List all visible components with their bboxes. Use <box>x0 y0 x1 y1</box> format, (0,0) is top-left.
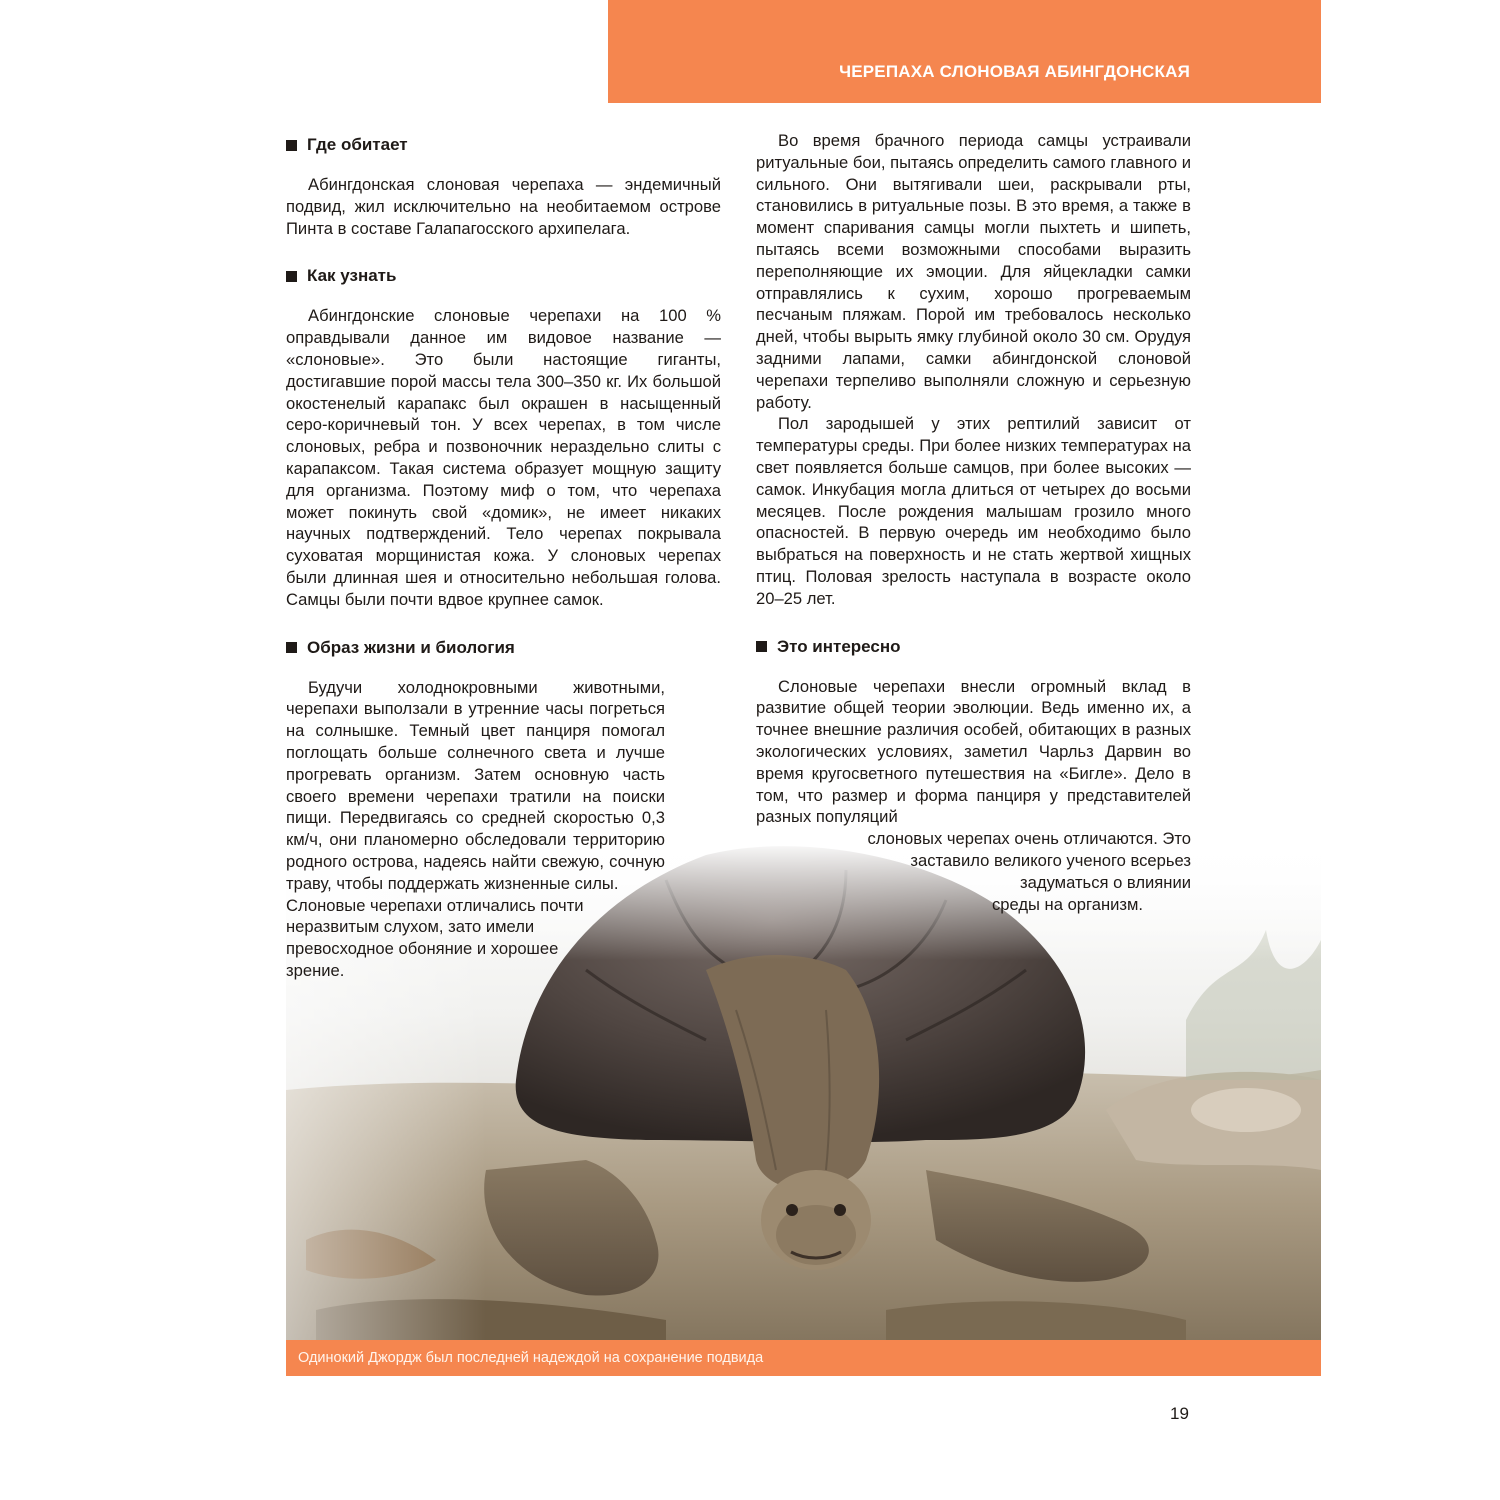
photo-caption: Одинокий Джордж был последней надеждой на сохранение подвида <box>298 1350 764 1366</box>
interesting-text-wrap: слоновых черепах очень отличаются. Это <box>867 829 1191 849</box>
header-band <box>608 0 1321 103</box>
square-bullet-icon <box>756 641 767 652</box>
embryo-text: Пол зародышей у этих рептилий зависит от температуры среды. При более низких температурах на свет появляется больше самцов, при более высоких — самок. Инкубация могла длиться от четырех до восьми месяцев. После рождения малышам грозило много опасностей. В первую очередь им необходимо было выбраться на поверхность и не стать жертвой хищных птиц. Половая зрелость наступала в возрасте около 20–25 лет. <box>756 414 1191 608</box>
page-title: ЧЕРЕПАХА СЛОНОВАЯ АБИНГДОНСКАЯ <box>839 62 1190 81</box>
habitat-text: Абингдонская слоновая черепаха — эндемичный подвид, жил исключительно на необитаемом острове Пинта в составе Галапагосского архипелага. <box>286 175 721 238</box>
section-heading-identify: Как узнать <box>286 265 721 287</box>
lifestyle-text-wrap: Слоновые черепахи отличались почти неразвитым слухом, зато имели <box>286 895 584 937</box>
square-bullet-icon <box>286 271 297 282</box>
interesting-text: Слоновые черепахи внесли огромный вклад в развитие общей теории эволюции. Ведь именно их, а точнее внешние различия особей, обитающих в разных экологических условиях, заметил Чарльз Дарвин во время кругосветного путешествия на «Бигле». Дело в том, что размер и форма панциря у представителей разных популяций <box>756 676 1191 827</box>
left-column <box>286 134 721 982</box>
section-heading-lifestyle: Образ жизни и биология <box>286 637 721 659</box>
section-heading-interesting: Это интересно <box>756 636 1191 658</box>
right-column <box>756 130 1191 915</box>
identify-text: Абингдонские слоновые черепахи на 100 % оправдывали данное им видовое название — «слоновые». Это были настоящие гиганты, достигавшие порой массы тела 300–350 кг. Их большой окостенелый карапакс был окрашен в насыщенный серо-коричневый тон. У всех черепах, в том числе слоновых, ребра и позвоночник нераздельно слиты с карапаксом. Такая система образует мощную защиту для организма. Поэтому миф о том, что черепаха может покинуть свой «домик», не имеет никаких научных подтверждений. Тело черепах покрывала суховатая морщинистая кожа. У слоновых черепах были длинная шея и относительно небольшая голова. Самцы были почти вдвое крупнее самок. <box>286 306 721 609</box>
page-number: 19 <box>1170 1404 1189 1423</box>
mating-text: Во время брачного периода самцы устраивали ритуальные бои, пытаясь определить самого главного и сильного. Они вытягивали шеи, раскрывали рты, становились в ритуальные позы. В это время, а также в момент спаривания самцы могли пыхтеть и шипеть, пытаясь всеми возможными способами выразить переполняющие их эмоции. Для яйцекладки самки отправлялись к сухим, хорошо прогреваемым песчаным пляжам. Порой им требовалось несколько дней, чтобы вырыть ямку глубиной около 30 см. Орудуя задними лапами, самки абингдонской слоновой черепахи терпеливо выполняли сложную и серьезную работу. <box>756 131 1191 412</box>
lifestyle-text-wrap: превосходное обоняние и хорошее зрение. <box>286 939 559 980</box>
interesting-text-wrap: заставило великого ученого всерьез задуматься о влиянии <box>910 850 1191 892</box>
square-bullet-icon <box>286 140 297 151</box>
photo-caption-band <box>286 1340 1321 1376</box>
lifestyle-text: Будучи холоднокровными животными, черепахи выползали в утренние часы погреться на солнышке. Темный цвет панциря помогал поглощать больше солнечного света и лучше прогревать организм. Затем основную часть своего времени черепахи тратили на поиски пищи. Передвигаясь со средней скоростью 0,3 км/ч, они планомерно обследовали территорию родного острова, надеясь найти свежую, сочную траву, чтобы поддержать жизненные силы. <box>286 677 665 893</box>
interesting-text-wrap: среды на организм. <box>991 894 1143 914</box>
square-bullet-icon <box>286 642 297 653</box>
section-heading-habitat: Где обитает <box>286 134 721 156</box>
